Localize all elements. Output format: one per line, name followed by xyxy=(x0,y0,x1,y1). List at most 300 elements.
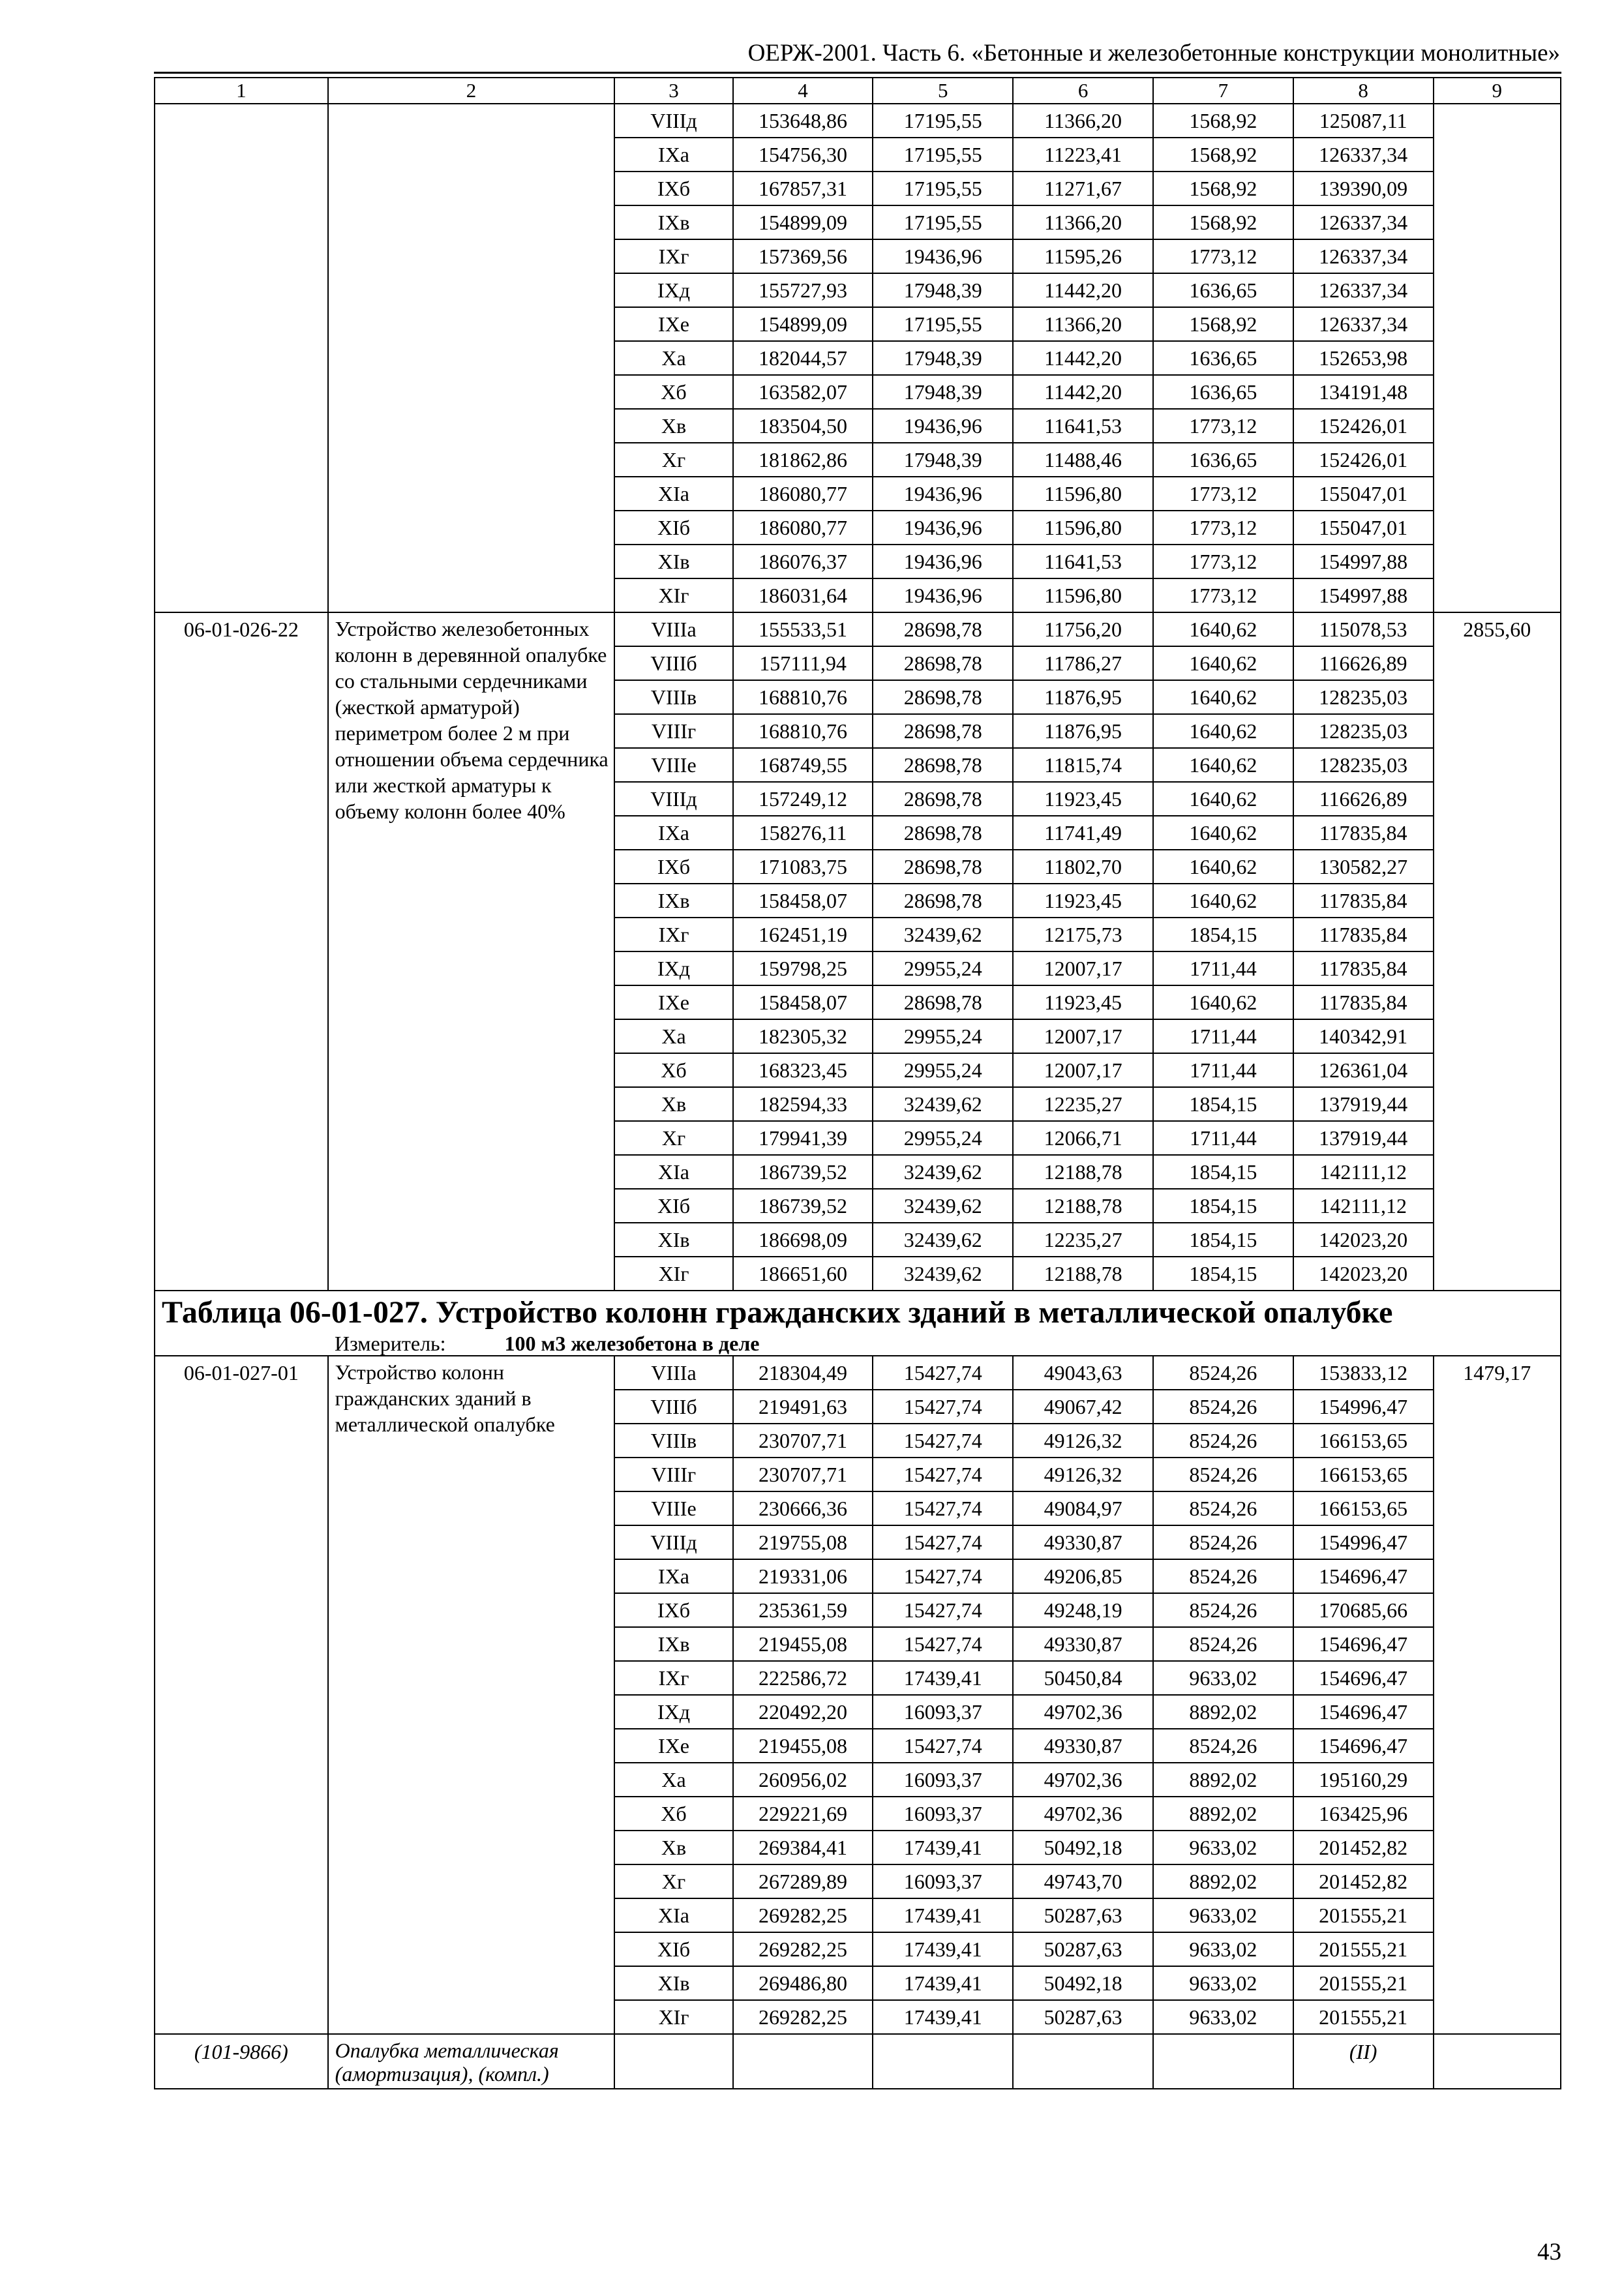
material-cost: 201555,21 xyxy=(1293,1932,1434,1966)
machinist-wages: 8892,02 xyxy=(1153,1797,1293,1831)
zone-code: XIа xyxy=(614,477,732,511)
machinist-wages: 1773,12 xyxy=(1153,239,1293,273)
zone-code: IXв xyxy=(614,205,732,239)
column-number: 7 xyxy=(1153,78,1293,104)
column-number: 1 xyxy=(155,78,328,104)
machine-cost: 50450,84 xyxy=(1013,1661,1153,1695)
machine-cost: 11442,20 xyxy=(1013,375,1153,409)
zone-code: IXд xyxy=(614,1695,732,1729)
work-description xyxy=(328,104,615,612)
material-cost: 201452,82 xyxy=(1293,1864,1434,1898)
labor-wages: 16093,37 xyxy=(873,1763,1013,1797)
labor-wages: 17439,41 xyxy=(873,1898,1013,1932)
zone-code: XIв xyxy=(614,1223,732,1257)
zone-code: VIIIд xyxy=(614,1525,732,1559)
direct-cost: 186739,52 xyxy=(733,1189,873,1223)
machinist-wages: 1568,92 xyxy=(1153,205,1293,239)
table-title: Таблица 06-01-027. Устройство колонн гражданских зданий в металлической опалубке xyxy=(162,1295,1393,1330)
material-cost: 126337,34 xyxy=(1293,273,1434,307)
labor-wages: 15427,74 xyxy=(873,1458,1013,1491)
machinist-wages: 8524,26 xyxy=(1153,1729,1293,1763)
machinist-wages: 1640,62 xyxy=(1153,646,1293,680)
machine-cost: 11756,20 xyxy=(1013,612,1153,646)
material-cost: 152653,98 xyxy=(1293,341,1434,375)
machine-cost: 12188,78 xyxy=(1013,1189,1153,1223)
material-cost: 134191,48 xyxy=(1293,375,1434,409)
labor-wages: 17439,41 xyxy=(873,2000,1013,2034)
zone-code: VIIIд xyxy=(614,782,732,816)
labor-wages: 32439,62 xyxy=(873,1223,1013,1257)
machine-cost: 11595,26 xyxy=(1013,239,1153,273)
direct-cost: 158458,07 xyxy=(733,985,873,1019)
machinist-wages: 1711,44 xyxy=(1153,951,1293,985)
machine-cost: 11366,20 xyxy=(1013,307,1153,341)
zone-code: Xб xyxy=(614,375,732,409)
material-cost: 142111,12 xyxy=(1293,1189,1434,1223)
machine-cost: 12235,27 xyxy=(1013,1087,1153,1121)
material-cost: 126337,34 xyxy=(1293,307,1434,341)
machine-cost: 49330,87 xyxy=(1013,1729,1153,1763)
labor-wages: 28698,78 xyxy=(873,748,1013,782)
labor-wages: 16093,37 xyxy=(873,1864,1013,1898)
labor-hours: 1479,17 xyxy=(1434,1356,1561,2034)
machine-cost: 50287,63 xyxy=(1013,2000,1153,2034)
zone-code: Xб xyxy=(614,1797,732,1831)
machine-cost: 11815,74 xyxy=(1013,748,1153,782)
zone-code: Xв xyxy=(614,1831,732,1864)
material-cost: 166153,65 xyxy=(1293,1458,1434,1491)
machine-cost: 49206,85 xyxy=(1013,1559,1153,1593)
machine-cost: 49702,36 xyxy=(1013,1695,1153,1729)
direct-cost: 157369,56 xyxy=(733,239,873,273)
machinist-wages: 1640,62 xyxy=(1153,985,1293,1019)
machinist-wages: 9633,02 xyxy=(1153,1661,1293,1695)
machinist-wages: 1854,15 xyxy=(1153,1257,1293,1291)
machine-cost: 12066,71 xyxy=(1013,1121,1153,1155)
material-cost: 195160,29 xyxy=(1293,1763,1434,1797)
machinist-wages: 8892,02 xyxy=(1153,1695,1293,1729)
material-cost: 201555,21 xyxy=(1293,1898,1434,1932)
direct-cost: 230707,71 xyxy=(733,1424,873,1458)
material-cost: 116626,89 xyxy=(1293,782,1434,816)
direct-cost: 235361,59 xyxy=(733,1593,873,1627)
machine-cost: 12188,78 xyxy=(1013,1257,1153,1291)
zone-code: XIб xyxy=(614,1932,732,1966)
direct-cost: 260956,02 xyxy=(733,1763,873,1797)
material-cost: 117835,84 xyxy=(1293,816,1434,850)
empty-cell xyxy=(733,2034,873,2089)
zone-code: XIв xyxy=(614,545,732,578)
machinist-wages: 1636,65 xyxy=(1153,341,1293,375)
direct-cost: 269282,25 xyxy=(733,1932,873,1966)
labor-wages: 32439,62 xyxy=(873,1155,1013,1189)
material-cost: 154996,47 xyxy=(1293,1525,1434,1559)
labor-wages: 29955,24 xyxy=(873,951,1013,985)
zone-code: Xа xyxy=(614,1019,732,1053)
material-cost: 154696,47 xyxy=(1293,1559,1434,1593)
labor-wages: 28698,78 xyxy=(873,816,1013,850)
material-cost: 155047,01 xyxy=(1293,477,1434,511)
machinist-wages: 8524,26 xyxy=(1153,1491,1293,1525)
direct-cost: 168810,76 xyxy=(733,714,873,748)
machinist-wages: 1640,62 xyxy=(1153,612,1293,646)
direct-cost: 182594,33 xyxy=(733,1087,873,1121)
material-cost: 154997,88 xyxy=(1293,545,1434,578)
zone-code: VIIIе xyxy=(614,748,732,782)
machine-cost: 11366,20 xyxy=(1013,205,1153,239)
zone-code: VIIIб xyxy=(614,1390,732,1424)
column-number: 8 xyxy=(1293,78,1434,104)
direct-cost: 159798,25 xyxy=(733,951,873,985)
material-cost: 128235,03 xyxy=(1293,748,1434,782)
zone-code: XIб xyxy=(614,511,732,545)
machine-cost: 11641,53 xyxy=(1013,545,1153,578)
column-number: 2 xyxy=(328,78,615,104)
zone-code: VIIIа xyxy=(614,612,732,646)
material-cost: 154696,47 xyxy=(1293,1661,1434,1695)
direct-cost: 186080,77 xyxy=(733,477,873,511)
column-number: 3 xyxy=(614,78,732,104)
empty-cell xyxy=(614,2034,732,2089)
zone-code: Xг xyxy=(614,1121,732,1155)
table-row xyxy=(155,612,1561,646)
material-cost: 117835,84 xyxy=(1293,951,1434,985)
labor-wages: 32439,62 xyxy=(873,1189,1013,1223)
material-cost: 125087,11 xyxy=(1293,104,1434,138)
machine-cost: 11223,41 xyxy=(1013,138,1153,172)
direct-cost: 153648,86 xyxy=(733,104,873,138)
direct-cost: 157249,12 xyxy=(733,782,873,816)
labor-wages: 17195,55 xyxy=(873,205,1013,239)
labor-wages: 19436,96 xyxy=(873,409,1013,443)
machine-cost: 49126,32 xyxy=(1013,1424,1153,1458)
machine-cost: 12007,17 xyxy=(1013,1053,1153,1087)
material-cost: 155047,01 xyxy=(1293,511,1434,545)
machine-cost: 12007,17 xyxy=(1013,951,1153,985)
labor-wages: 15427,74 xyxy=(873,1356,1013,1390)
empty-cell xyxy=(1013,2034,1153,2089)
material-cost: 170685,66 xyxy=(1293,1593,1434,1627)
material-cost: 140342,91 xyxy=(1293,1019,1434,1053)
labor-wages: 19436,96 xyxy=(873,477,1013,511)
rate-code xyxy=(155,104,328,612)
direct-cost: 230666,36 xyxy=(733,1491,873,1525)
labor-wages: 29955,24 xyxy=(873,1121,1013,1155)
machinist-wages: 8524,26 xyxy=(1153,1525,1293,1559)
direct-cost: 219491,63 xyxy=(733,1390,873,1424)
machinist-wages: 1773,12 xyxy=(1153,578,1293,612)
material-cost: 142023,20 xyxy=(1293,1257,1434,1291)
direct-cost: 219755,08 xyxy=(733,1525,873,1559)
machinist-wages: 1773,12 xyxy=(1153,477,1293,511)
labor-wages: 29955,24 xyxy=(873,1053,1013,1087)
material-cost: 137919,44 xyxy=(1293,1087,1434,1121)
empty-cell xyxy=(1434,2034,1561,2089)
machine-cost: 49084,97 xyxy=(1013,1491,1153,1525)
material-cost: 201555,21 xyxy=(1293,1966,1434,2000)
direct-cost: 230707,71 xyxy=(733,1458,873,1491)
zone-code: IXд xyxy=(614,273,732,307)
zone-code: XIг xyxy=(614,1257,732,1291)
material-cost: 128235,03 xyxy=(1293,680,1434,714)
labor-wages: 17195,55 xyxy=(873,104,1013,138)
zone-code: VIIIв xyxy=(614,1424,732,1458)
direct-cost: 167857,31 xyxy=(733,172,873,205)
labor-wages: 28698,78 xyxy=(873,714,1013,748)
labor-wages: 17439,41 xyxy=(873,1932,1013,1966)
column-number: 9 xyxy=(1434,78,1561,104)
machine-cost: 11923,45 xyxy=(1013,985,1153,1019)
zone-code: VIIIг xyxy=(614,1458,732,1491)
rates-table xyxy=(154,77,1561,2089)
labor-wages: 15427,74 xyxy=(873,1491,1013,1525)
material-cost: 117835,84 xyxy=(1293,985,1434,1019)
labor-wages: 19436,96 xyxy=(873,578,1013,612)
machinist-wages: 1640,62 xyxy=(1153,748,1293,782)
machinist-wages: 1640,62 xyxy=(1153,680,1293,714)
machinist-wages: 1568,92 xyxy=(1153,138,1293,172)
machinist-wages: 1773,12 xyxy=(1153,511,1293,545)
machinist-wages: 1854,15 xyxy=(1153,1155,1293,1189)
direct-cost: 168749,55 xyxy=(733,748,873,782)
machine-cost: 12007,17 xyxy=(1013,1019,1153,1053)
column-number: 4 xyxy=(733,78,873,104)
material-cost: 154696,47 xyxy=(1293,1627,1434,1661)
work-description: Устройство железобетонных колонн в деревянной опалубке со стальными сердечниками (жесткой арматурой) периметром более 2 м при отношении объема сердечника или жесткой арматуры к объему колонн более 40% xyxy=(328,612,615,1291)
rate-code: 06-01-026-22 xyxy=(155,612,328,1291)
labor-hours: 2855,60 xyxy=(1434,612,1561,1291)
unit-label: Измеритель: xyxy=(335,1332,446,1355)
machine-cost: 12188,78 xyxy=(1013,1155,1153,1189)
direct-cost: 269282,25 xyxy=(733,2000,873,2034)
machinist-wages: 1568,92 xyxy=(1153,172,1293,205)
column-number-row xyxy=(155,78,1561,104)
direct-cost: 186698,09 xyxy=(733,1223,873,1257)
machine-cost: 11596,80 xyxy=(1013,477,1153,511)
labor-wages: 17195,55 xyxy=(873,172,1013,205)
material-cost: 166153,65 xyxy=(1293,1491,1434,1525)
machinist-wages: 9633,02 xyxy=(1153,1932,1293,1966)
labor-wages: 19436,96 xyxy=(873,239,1013,273)
material-cost: 201452,82 xyxy=(1293,1831,1434,1864)
machine-cost: 49126,32 xyxy=(1013,1458,1153,1491)
machinist-wages: 1711,44 xyxy=(1153,1053,1293,1087)
material-cost: 130582,27 xyxy=(1293,850,1434,884)
empty-cell xyxy=(1153,2034,1293,2089)
material-cost: 152426,01 xyxy=(1293,443,1434,477)
direct-cost: 171083,75 xyxy=(733,850,873,884)
machine-cost: 49043,63 xyxy=(1013,1356,1153,1390)
machine-cost: 49330,87 xyxy=(1013,1627,1153,1661)
zone-code: Xа xyxy=(614,341,732,375)
machine-cost: 11366,20 xyxy=(1013,104,1153,138)
labor-wages: 32439,62 xyxy=(873,1257,1013,1291)
material-cost: 137919,44 xyxy=(1293,1121,1434,1155)
labor-wages: 19436,96 xyxy=(873,545,1013,578)
table-row xyxy=(155,1356,1561,1390)
direct-cost: 269384,41 xyxy=(733,1831,873,1864)
machinist-wages: 8524,26 xyxy=(1153,1356,1293,1390)
machinist-wages: 9633,02 xyxy=(1153,1831,1293,1864)
machinist-wages: 1640,62 xyxy=(1153,782,1293,816)
direct-cost: 267289,89 xyxy=(733,1864,873,1898)
labor-wages: 17948,39 xyxy=(873,443,1013,477)
direct-cost: 168810,76 xyxy=(733,680,873,714)
work-description: Устройство колонн гражданских зданий в металлической опалубке xyxy=(328,1356,615,2034)
direct-cost: 154899,09 xyxy=(733,307,873,341)
header-rule xyxy=(154,72,1561,74)
labor-wages: 17439,41 xyxy=(873,1661,1013,1695)
direct-cost: 158458,07 xyxy=(733,884,873,918)
material-cost: 117835,84 xyxy=(1293,918,1434,951)
machinist-wages: 8892,02 xyxy=(1153,1864,1293,1898)
machine-cost: 11876,95 xyxy=(1013,680,1153,714)
labor-wages: 17948,39 xyxy=(873,341,1013,375)
labor-wages: 17195,55 xyxy=(873,138,1013,172)
material-cost: 126337,34 xyxy=(1293,239,1434,273)
direct-cost: 182044,57 xyxy=(733,341,873,375)
labor-hours xyxy=(1434,104,1561,612)
machinist-wages: 1636,65 xyxy=(1153,375,1293,409)
zone-code: Xв xyxy=(614,1087,732,1121)
machine-cost: 11786,27 xyxy=(1013,646,1153,680)
machinist-wages: 1773,12 xyxy=(1153,545,1293,578)
machine-cost: 11596,80 xyxy=(1013,511,1153,545)
material-note: (II) xyxy=(1293,2034,1434,2089)
machinist-wages: 9633,02 xyxy=(1153,1966,1293,2000)
machinist-wages: 8524,26 xyxy=(1153,1390,1293,1424)
machine-cost: 50492,18 xyxy=(1013,1966,1153,2000)
machinist-wages: 1773,12 xyxy=(1153,409,1293,443)
material-cost: 153833,12 xyxy=(1293,1356,1434,1390)
resource-description: Опалубка металлическая (амортизация), (компл.) xyxy=(328,2034,615,2089)
labor-wages: 16093,37 xyxy=(873,1797,1013,1831)
zone-code: VIIIе xyxy=(614,1491,732,1525)
machinist-wages: 1640,62 xyxy=(1153,714,1293,748)
labor-wages: 17439,41 xyxy=(873,1966,1013,2000)
zone-code: IXд xyxy=(614,951,732,985)
machinist-wages: 8524,26 xyxy=(1153,1593,1293,1627)
material-cost: 163425,96 xyxy=(1293,1797,1434,1831)
labor-wages: 32439,62 xyxy=(873,1087,1013,1121)
material-cost: 126361,04 xyxy=(1293,1053,1434,1087)
machinist-wages: 1854,15 xyxy=(1153,918,1293,951)
machine-cost: 12235,27 xyxy=(1013,1223,1153,1257)
zone-code: XIа xyxy=(614,1155,732,1189)
zone-code: XIг xyxy=(614,2000,732,2034)
machinist-wages: 1711,44 xyxy=(1153,1019,1293,1053)
labor-wages: 15427,74 xyxy=(873,1593,1013,1627)
machine-cost: 11641,53 xyxy=(1013,409,1153,443)
direct-cost: 181862,86 xyxy=(733,443,873,477)
labor-wages: 28698,78 xyxy=(873,680,1013,714)
column-number: 6 xyxy=(1013,78,1153,104)
direct-cost: 157111,94 xyxy=(733,646,873,680)
machine-cost: 11271,67 xyxy=(1013,172,1153,205)
labor-wages: 28698,78 xyxy=(873,612,1013,646)
machine-cost: 11923,45 xyxy=(1013,884,1153,918)
zone-code: IXб xyxy=(614,1593,732,1627)
direct-cost: 182305,32 xyxy=(733,1019,873,1053)
direct-cost: 219455,08 xyxy=(733,1729,873,1763)
labor-wages: 15427,74 xyxy=(873,1525,1013,1559)
labor-wages: 15427,74 xyxy=(873,1729,1013,1763)
direct-cost: 163582,07 xyxy=(733,375,873,409)
direct-cost: 222586,72 xyxy=(733,1661,873,1695)
machine-cost: 11596,80 xyxy=(1013,578,1153,612)
labor-wages: 17439,41 xyxy=(873,1831,1013,1864)
labor-wages: 28698,78 xyxy=(873,782,1013,816)
zone-code: IXа xyxy=(614,816,732,850)
section-heading-row xyxy=(155,1291,1561,1356)
machine-cost: 11923,45 xyxy=(1013,782,1153,816)
machinist-wages: 9633,02 xyxy=(1153,2000,1293,2034)
machinist-wages: 1640,62 xyxy=(1153,884,1293,918)
zone-code: XIв xyxy=(614,1966,732,2000)
machinist-wages: 8524,26 xyxy=(1153,1458,1293,1491)
unit-line xyxy=(162,1332,1554,1355)
material-cost: 142023,20 xyxy=(1293,1223,1434,1257)
zone-code: VIIIд xyxy=(614,104,732,138)
labor-wages: 19436,96 xyxy=(873,511,1013,545)
table-row xyxy=(155,104,1561,138)
material-cost: 142111,12 xyxy=(1293,1155,1434,1189)
zone-code: IXв xyxy=(614,884,732,918)
machine-cost: 50287,63 xyxy=(1013,1898,1153,1932)
zone-code: VIIIг xyxy=(614,714,732,748)
labor-wages: 15427,74 xyxy=(873,1559,1013,1593)
labor-wages: 28698,78 xyxy=(873,646,1013,680)
material-cost: 152426,01 xyxy=(1293,409,1434,443)
material-cost: 116626,89 xyxy=(1293,646,1434,680)
machinist-wages: 1640,62 xyxy=(1153,850,1293,884)
machine-cost: 49067,42 xyxy=(1013,1390,1153,1424)
machinist-wages: 1854,15 xyxy=(1153,1189,1293,1223)
zone-code: IXг xyxy=(614,918,732,951)
direct-cost: 186031,64 xyxy=(733,578,873,612)
material-cost: 154996,47 xyxy=(1293,1390,1434,1424)
direct-cost: 218304,49 xyxy=(733,1356,873,1390)
direct-cost: 229221,69 xyxy=(733,1797,873,1831)
labor-wages: 15427,74 xyxy=(873,1627,1013,1661)
machinist-wages: 1854,15 xyxy=(1153,1087,1293,1121)
machine-cost: 11442,20 xyxy=(1013,273,1153,307)
machine-cost: 50287,63 xyxy=(1013,1932,1153,1966)
machinist-wages: 1568,92 xyxy=(1153,104,1293,138)
direct-cost: 186076,37 xyxy=(733,545,873,578)
machinist-wages: 9633,02 xyxy=(1153,1898,1293,1932)
direct-cost: 186080,77 xyxy=(733,511,873,545)
machine-cost: 49743,70 xyxy=(1013,1864,1153,1898)
labor-wages: 28698,78 xyxy=(873,850,1013,884)
material-cost: 154696,47 xyxy=(1293,1729,1434,1763)
zone-code: Xг xyxy=(614,443,732,477)
zone-code: XIг xyxy=(614,578,732,612)
zone-code: IXв xyxy=(614,1627,732,1661)
material-cost: 154997,88 xyxy=(1293,578,1434,612)
material-cost: 154696,47 xyxy=(1293,1695,1434,1729)
zone-code: Xг xyxy=(614,1864,732,1898)
machine-cost: 11876,95 xyxy=(1013,714,1153,748)
direct-cost: 154899,09 xyxy=(733,205,873,239)
direct-cost: 219331,06 xyxy=(733,1559,873,1593)
page-number: 43 xyxy=(1537,2239,1561,2266)
machine-cost: 11488,46 xyxy=(1013,443,1153,477)
direct-cost: 183504,50 xyxy=(733,409,873,443)
direct-cost: 168323,45 xyxy=(733,1053,873,1087)
machine-cost: 11741,49 xyxy=(1013,816,1153,850)
direct-cost: 158276,11 xyxy=(733,816,873,850)
